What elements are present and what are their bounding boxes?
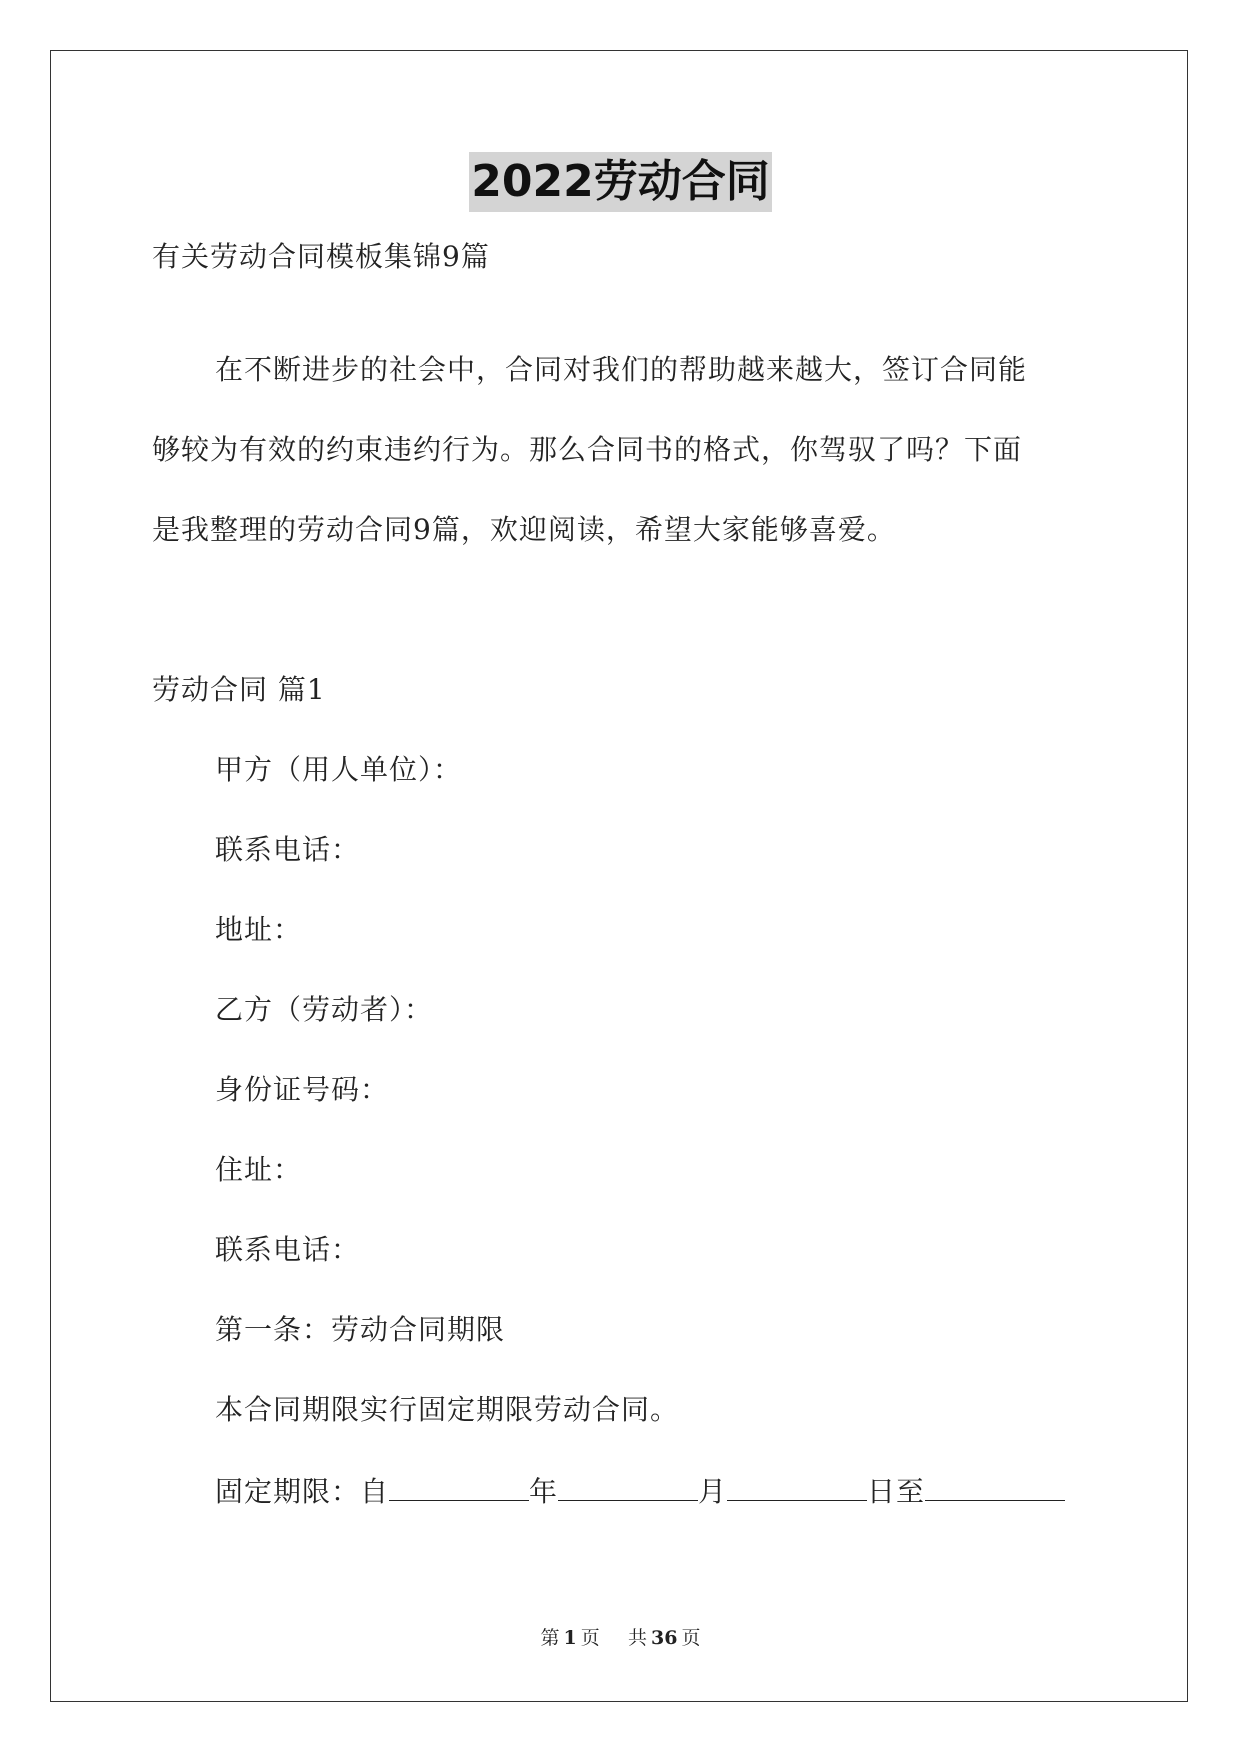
month-blank xyxy=(558,1472,698,1501)
id-number-field: 身份证号码： xyxy=(215,1073,390,1106)
address-b-field: 住址： xyxy=(215,1153,303,1186)
day-blank xyxy=(727,1472,867,1501)
address-a-field: 地址： xyxy=(215,913,303,946)
article-1-text: 本合同期限实行固定期限劳动合同。 xyxy=(215,1393,680,1426)
section-heading: 劳动合同 篇1 xyxy=(152,673,326,706)
year-label: 年 xyxy=(529,1475,559,1508)
page-number: 1 xyxy=(563,1627,577,1649)
page-footer xyxy=(0,1626,1241,1650)
end-date-blank xyxy=(925,1472,1065,1501)
total-suffix: 页 xyxy=(681,1627,701,1649)
intro-line-2: 够较为有效的约束违约行为。那么合同书的格式，你驾驭了吗？下面 xyxy=(152,433,1023,466)
year-blank xyxy=(389,1472,529,1501)
title-container xyxy=(0,152,1241,212)
intro-line-1: 在不断进步的社会中，合同对我们的帮助越来越大，签订合同能 xyxy=(215,353,1028,386)
party-a-field: 甲方（用人单位）： xyxy=(215,753,463,786)
party-b-field: 乙方（劳动者）： xyxy=(215,993,434,1026)
page-border xyxy=(50,50,1188,1702)
phone-a-field: 联系电话： xyxy=(215,833,361,866)
page-prefix: 第 xyxy=(540,1627,560,1649)
month-label: 月 xyxy=(698,1475,728,1508)
phone-b-field: 联系电话： xyxy=(215,1233,361,1266)
fixed-term-line xyxy=(215,1472,1065,1510)
document-title: 2022劳动合同 xyxy=(469,152,771,212)
page-suffix: 页 xyxy=(580,1627,600,1649)
total-prefix: 共 xyxy=(627,1627,647,1649)
fixed-term-label: 固定期限：自 xyxy=(215,1475,390,1508)
total-pages: 36 xyxy=(650,1627,678,1649)
article-1-heading: 第一条：劳动合同期限 xyxy=(215,1313,506,1346)
document-subtitle: 有关劳动合同模板集锦9篇 xyxy=(152,240,490,273)
day-to-label: 日至 xyxy=(867,1475,926,1508)
intro-line-3: 是我整理的劳动合同9篇，欢迎阅读，希望大家能够喜爱。 xyxy=(152,513,896,546)
